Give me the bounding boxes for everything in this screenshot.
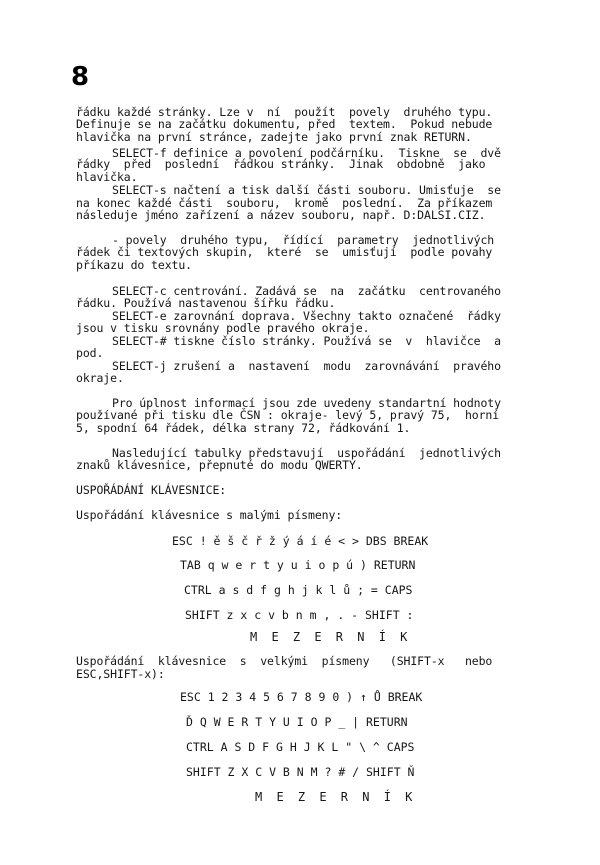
text-line: hlavička. xyxy=(76,170,138,184)
keyboard-row: CTRL a s d f g h j k l ů ; = CAPS xyxy=(184,583,413,597)
section-heading: USPOŘÁDÁNÍ KLÁVESNICE: xyxy=(76,483,227,497)
keyboard-row: Ď Q W E R T Y U I O P _ | RETURN xyxy=(186,715,408,729)
text-line: používané při tisku dle ČSN : okraje- levý 5, pravý 75, horní xyxy=(76,408,500,422)
text-line: příkazu do textu. xyxy=(76,258,193,272)
text-line: SELECT-c centrování. Zadává se na začátku centrovaného xyxy=(112,284,501,298)
text-line: řádku každé stránky. Lze v ní použít povely druhého typu. xyxy=(76,105,493,119)
keyboard-row: SHIFT z x c v b n m , . - SHIFT : xyxy=(185,608,414,622)
text-line: následuje jméno zařízení a název souboru, např. D:DALSI.CIZ. xyxy=(76,208,486,222)
text-line: SELECT-s načtení a tisk další části souboru. Umisťuje se xyxy=(112,183,501,197)
keyboard-row: ESC 1 2 3 4 5 6 7 8 9 0 ) ↑ Ů BREAK xyxy=(180,690,423,704)
text-line: jsou v tisku srovnány podle pravého okraje. xyxy=(76,321,370,335)
page-number: 8 xyxy=(71,62,90,92)
text-line: - povely druhého typu, řídící parametry jednotlivých xyxy=(112,233,495,247)
text-line: na konec každé části souboru, kromě poslední. Za příkazem xyxy=(76,196,493,210)
subsection-heading: ESC,SHIFT-x): xyxy=(76,667,165,681)
text-line: řádek či textových skupin, které se umisťují podle povahy xyxy=(76,245,493,259)
subsection-heading: Uspořádání klávesnice s malými písmeny: xyxy=(76,508,343,522)
text-line: hlavička na první stránce, zadejte jako první znak RETURN. xyxy=(76,130,472,144)
text-line: Definuje se na začátku dokumentu, před textem. Pokud nebude xyxy=(76,117,493,131)
space-bar-label: M E Z E R N Í K xyxy=(255,790,416,804)
keyboard-row: ESC ! ě š č ř ž ý á í é < > DBS BREAK xyxy=(172,534,429,548)
text-line: Nasledující tabulky představují uspořádání jednotlivých xyxy=(112,446,501,460)
text-line: Pro úplnost informací jsou zde uvedeny standartní hodnoty xyxy=(112,396,501,410)
text-line: pod. xyxy=(76,346,104,360)
space-bar-label: M E Z E R N Í K xyxy=(250,630,411,644)
subsection-heading: Uspořádání klávesnice s velkými písmeny (SHIFT-x nebo xyxy=(76,654,493,668)
text-line: SELECT-f definice a povolení podčárníku. Tiskne se dvě xyxy=(112,146,501,160)
text-line: SELECT-j zrušení a nastavení modu zarovnávání pravého xyxy=(112,359,501,373)
text-line: SELECT-e zarovnání doprava. Všechny takto označené řádky xyxy=(112,309,501,323)
text-line: znaků klávesnice, přepnuté do modu QWERTY. xyxy=(76,458,363,472)
text-line: 5, spodní 64 řádek, délka strany 72, řádkování 1. xyxy=(76,421,411,435)
text-line: okraje. xyxy=(76,371,124,385)
keyboard-row: TAB q w e r t y u i o p ú ) RETURN xyxy=(180,558,416,572)
text-line: řádku. Používá nastavenou šířku řádku. xyxy=(76,296,336,310)
keyboard-row: CTRL A S D F G H J K L " \ ^ CAPS xyxy=(186,740,415,754)
text-line: řádky před poslední řádkou stránky. Jinak obdobně jako xyxy=(76,157,486,171)
text-line: SELECT-# tiskne číslo stránky. Používá se v hlavičce a xyxy=(112,334,501,348)
keyboard-row: SHIFT Z X C V B N M ? # / SHIFT Ň xyxy=(186,765,415,779)
